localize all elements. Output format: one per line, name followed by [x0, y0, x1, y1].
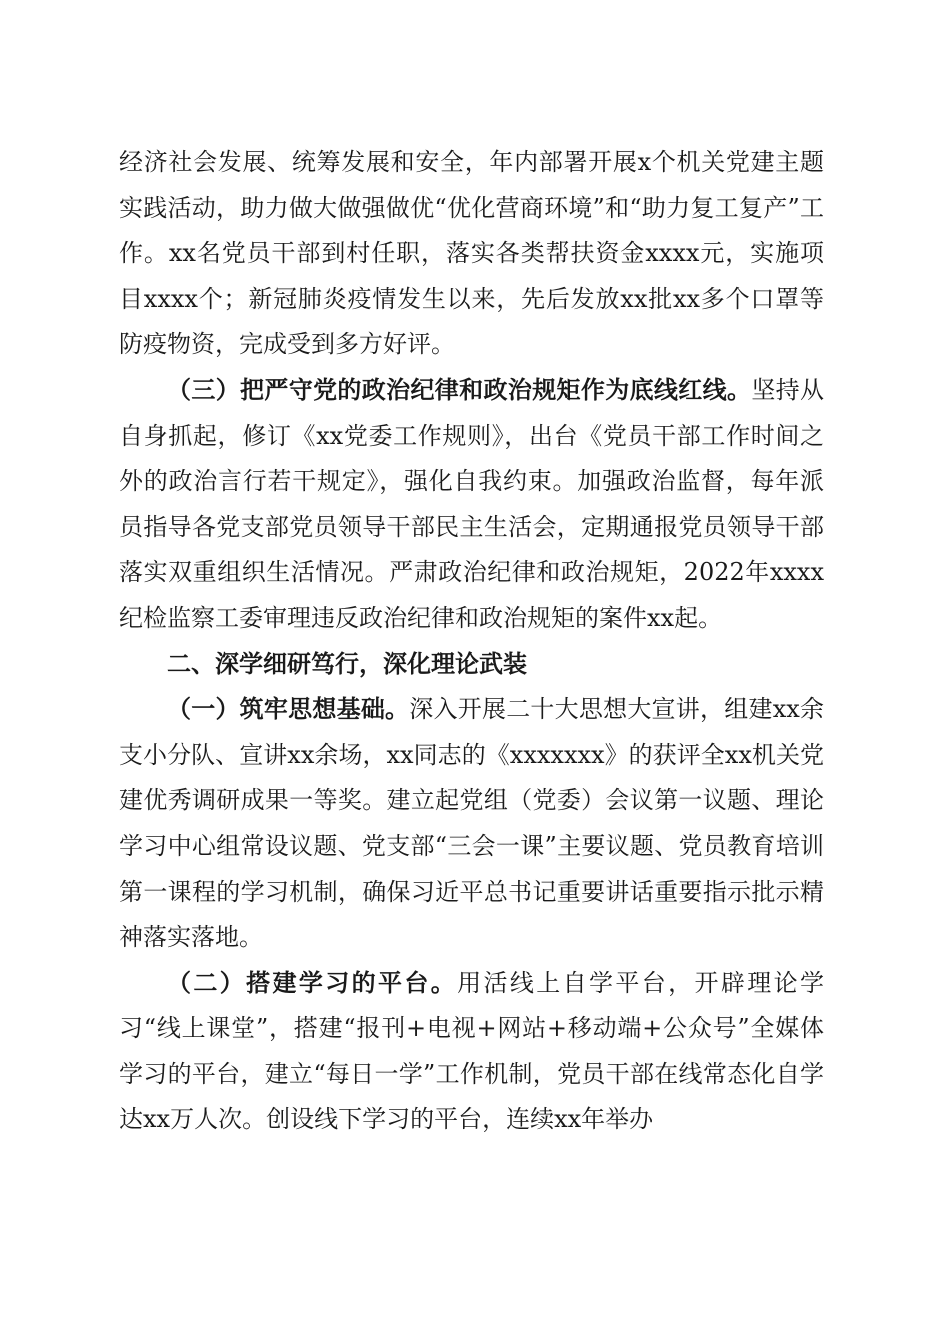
- paragraph-political-discipline: [119, 368, 824, 642]
- paragraph-lead-heading: （一）筑牢思想基础。: [167, 695, 410, 724]
- paragraph-ideological-foundation: [119, 687, 824, 961]
- paragraph-learning-platform: [119, 961, 824, 1143]
- paragraph-continued: [119, 140, 824, 368]
- paragraph-lead-heading: （三）把严守党的政治纪律和政治规矩作为底线红线。: [167, 375, 752, 404]
- paragraph-text: 坚持从自身抓起，修订《xx党委工作规则》，出台《党员干部工作时间之外的政治言行若干规定》，强化自我约束。加强政治监督，每年派员指导各党支部党员领导干部民主生活会，定期通报党员领导干部落实双重组织生活情况。严肃政治纪律和政治规矩，2022年xxxx纪检监察工委审理违反政治纪律和政治规矩的案件xx起。: [119, 375, 825, 632]
- section-heading: 二、深学细研笃行，深化理论武装: [167, 649, 527, 678]
- document-body: [119, 140, 824, 1143]
- paragraph-text: 用活线上自学平台，开辟理论学习“线上课堂”，搭建“报刊+电视+网站+移动端+公众号”全媒体学习的平台，建立“每日一学”工作机制，党员干部在线常态化自学达xx万人次。创设线下学习的平台，连续xx年举办: [119, 968, 824, 1134]
- paragraph-lead-heading: （二）搭建学习的平台。: [167, 968, 458, 997]
- paragraph-text: 深入开展二十大思想大宣讲，组建xx余支小分队、宣讲xx余场，xx同志的《xxxxxxx》的获评全xx机关党建优秀调研成果一等奖。建立起党组（党委）会议第一议题、理论学习中心组常设议题、党支部“三会一课”主要议题、党员教育培训第一课程的学习机制，确保习近平总书记重要讲话重要指示批示精神落实落地。: [119, 695, 824, 952]
- paragraph-text: 经济社会发展、统筹发展和安全，年内部署开展x个机关党建主题实践活动，助力做大做强做优“优化营商环境”和“助力复工复产”工作。xx名党员干部到村任职，落实各类帮扶资金xxxx元，实施项目xxxx个；新冠肺炎疫情发生以来，先后发放xx批xx多个口罩等防疫物资，完成受到多方好评。: [119, 148, 824, 359]
